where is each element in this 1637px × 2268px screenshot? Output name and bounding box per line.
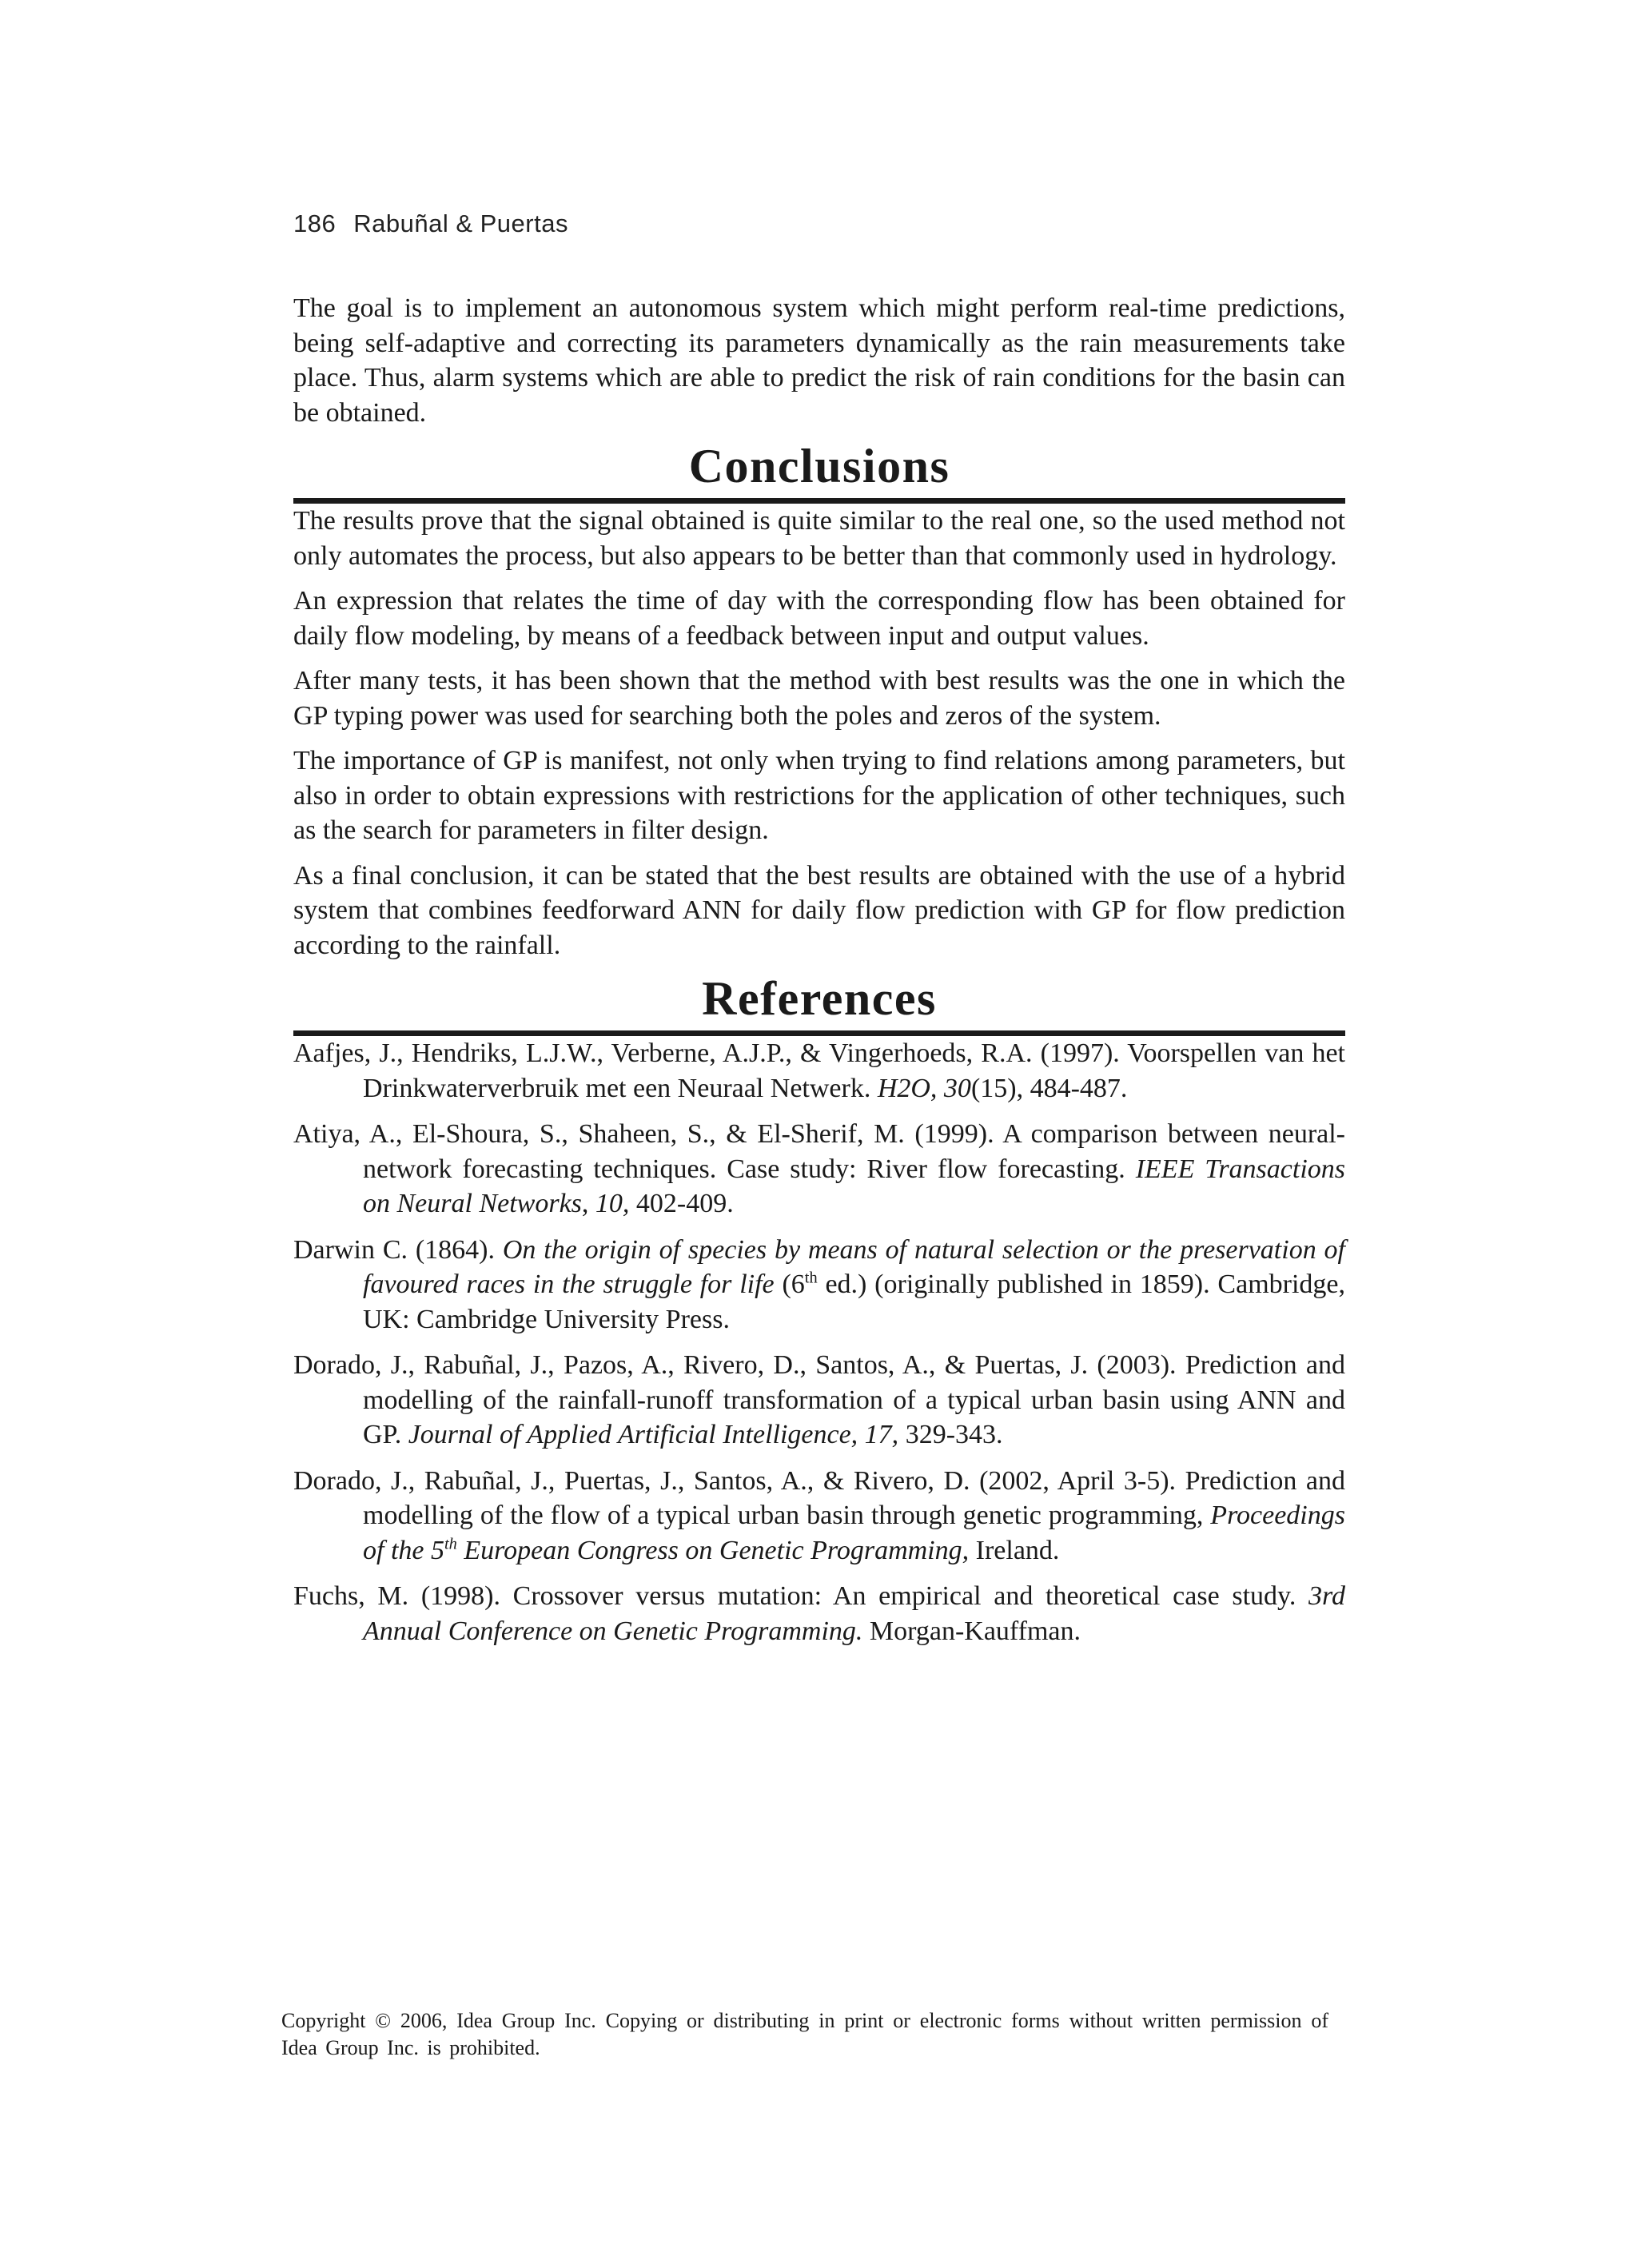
conclusions-paragraph: As a final conclusion, it can be stated that the best results are obtained with the use of a hybrid system that combines feedforward ANN for daily flow prediction with GP for flow prediction according to the rainfall. [293,860,1345,960]
ordinal-superscript: th [444,1535,457,1553]
conclusions-paragraph: An expression that relates the time of day with the corresponding flow has been obtained for daily flow modeling, by means of a feedback between input and output values. [293,586,1345,651]
conclusions-paragraph: The importance of GP is manifest, not only when trying to find relations among parameters, but also in order to obtain expressions with restrictions for the application of other techniques, such as the search for parameters in filter design. [293,746,1345,845]
reference-text: , [581,1189,595,1218]
reference-text: Atiya, A., El-Shoura, S., Shaheen, S., & El-Sherif, M. (1999). A comparison between neural-network forecasting techniques. Case study: River flow forecasting. [293,1119,1345,1184]
reference-text: Morgan-Kauffman. [862,1616,1081,1646]
ordinal-superscript: th [804,1269,818,1287]
reference-text: Dorado, J., Rabuñal, J., Puertas, J., Santos, A., & Rivero, D. (2002, April 3-5). Prediction and modelling of the flow of a typical urban basin through genetic programming, [293,1465,1345,1530]
reference-text: (6 [774,1270,805,1299]
reference-text: Fuchs, M. (1998). Crossover versus mutation: An empirical and theoretical case study. [293,1581,1309,1611]
reference-source: Journal of Applied Artificial Intelligence, 17, [408,1420,899,1449]
reference-source: H2O, 30 [877,1073,971,1103]
running-header [293,209,568,238]
reference-text: Dorado, J., Rabuñal, J., Pazos, A., Rivero, D., Santos, A., & Puertas, J. (2003). Prediction and modelling of the rainfall-runoff transformation of a typical urban basin using ANN and GP. [293,1350,1345,1449]
references-heading: References [293,973,1345,1036]
reference-volume: 10, [595,1189,630,1218]
conclusions-section [293,504,1345,963]
reference-list [293,1036,1345,1648]
reference-source-text: European Congress on Genetic Programming, [456,1535,970,1565]
reference-entry [293,1464,1345,1568]
page-number: 186 [293,209,337,237]
reference-text: Ireland. [969,1535,1060,1565]
main-content [293,291,1345,1660]
reference-source-text: Proceedings of the 5 [363,1501,1345,1565]
reference-text: (15), 484-487. [970,1073,1128,1103]
reference-entry [293,1348,1345,1453]
reference-source: IEEE Transactions on Neural Networks [363,1154,1346,1218]
reference-entry [293,1117,1345,1222]
reference-source: 3rd Annual Conference on Genetic Programming. [363,1581,1345,1646]
copyright-notice: Copyright © 2006, Idea Group Inc. Copying or distributing in print or electronic forms without written permission of Idea Group Inc. is prohibited. [281,2009,1328,2059]
reference-text: Aafjes, J., Hendriks, L.J.W., Verberne, A.J.P., & Vingerhoeds, R.A. (1997). Voorspellen van het Drinkwaterverbruik met een Neuraal Netwerk. [293,1038,1345,1103]
reference-entry [293,1579,1345,1648]
conclusions-paragraph: After many tests, it has been shown that the method with best results was the one in which the GP typing power was used for searching both the poles and zeros of the system. [293,666,1345,731]
running-header-authors: Rabuñal & Puertas [353,209,568,237]
conclusions-heading: Conclusions [293,440,1345,504]
reference-entry [293,1036,1345,1106]
reference-source: On the origin of species by means of natural selection or the preservation of favoured races in the struggle for life [363,1234,1345,1299]
intro-paragraph: The goal is to implement an autonomous system which might perform real-time predictions, being self-adaptive and correcting its parameters dynamically as the rain measurements take place. Thus, alarm systems which are able to predict the risk of rain conditions for the basin can be obtained. [293,293,1345,428]
reference-text: ed.) (originally published in 1859). Cambridge, UK: Cambridge University Press. [363,1270,1346,1334]
reference-entry [293,1233,1345,1337]
conclusions-paragraph: The results prove that the signal obtained is quite similar to the real one, so the used method not only automates the process, but also appears to be better than that commonly used in hydrology. [293,506,1345,571]
reference-text: Darwin C. (1864). [293,1234,503,1265]
reference-text: 402-409. [629,1189,734,1218]
reference-text: 329-343. [898,1420,1003,1449]
